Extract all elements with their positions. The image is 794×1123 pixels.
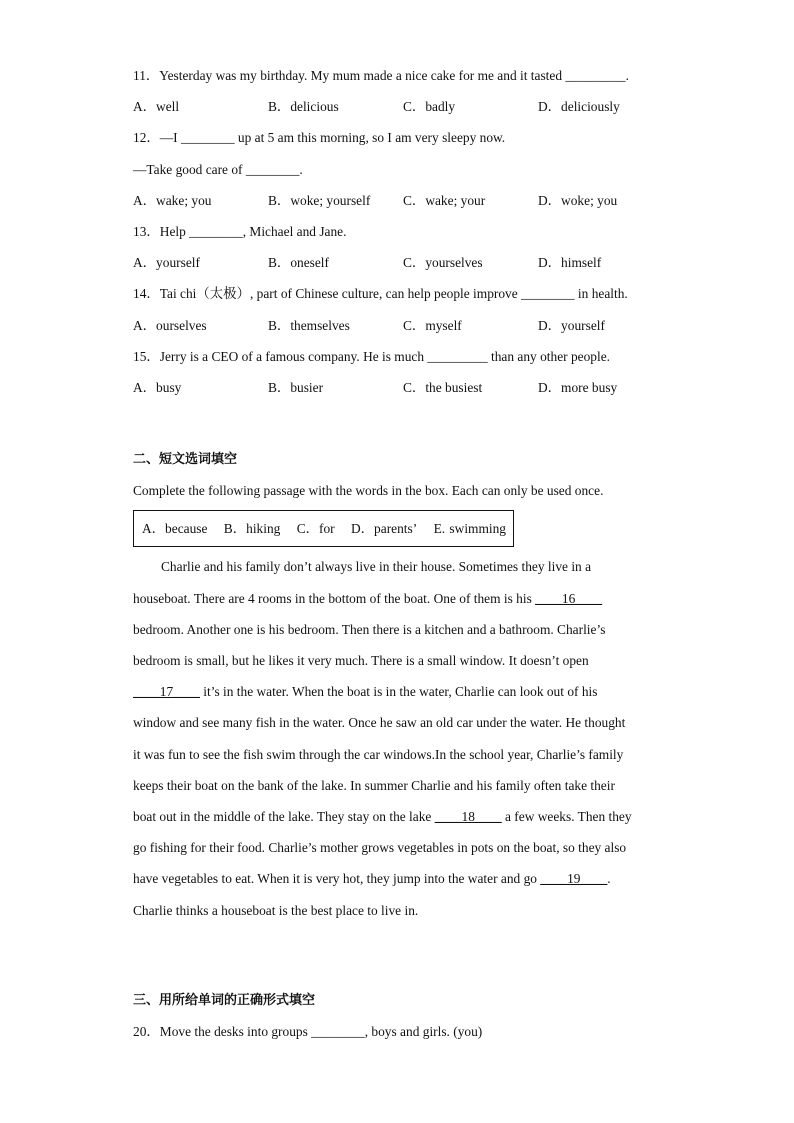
option-c: C．the busiest	[403, 379, 483, 395]
option-d: D．himself	[538, 255, 602, 271]
question-20-stem: 20．Move the desks into groups ________, boys and girls. (you)	[133, 1024, 483, 1040]
option-a: A．yourself	[133, 255, 200, 271]
word-box-item: E. swimming	[433, 521, 506, 537]
passage-text: it’s in the water. When the boat is in the water, Charlie can look out of his	[199, 684, 598, 700]
word-box-item: D．parents’	[351, 521, 418, 537]
document-page	[133, 64, 673, 1051]
section-2-title: 二、短文选词填空	[133, 452, 238, 468]
blank-17: ____17____	[133, 684, 200, 700]
passage-line: bedroom. Another one is his bedroom. Then there is a kitchen and a bathroom. Charlie’s	[133, 621, 606, 637]
question-13-stem: 13．Help ________, Michael and Jane.	[133, 223, 347, 239]
word-box	[133, 510, 514, 547]
passage-line: Charlie thinks a houseboat is the best place to live in.	[133, 902, 419, 918]
option-d: D．yourself	[538, 317, 605, 333]
passage-line: Charlie and his family don’t always live in their house. Sometimes they live in a	[161, 559, 592, 575]
passage-line: bedroom is small, but he likes it very much. There is a small window. It doesn’t open	[133, 653, 589, 669]
passage-line	[133, 863, 661, 894]
option-d: D．more busy	[538, 379, 618, 395]
word-box-item: A．because	[142, 521, 208, 537]
option-d: D．deliciously	[538, 99, 620, 115]
question-11-stem: 11．Yesterday was my birthday. My mum made a nice cake for me and it tasted _________.	[133, 68, 629, 83]
word-box-item: C．for	[296, 521, 335, 537]
section-3-title: 三、用所给单词的正确形式填空	[133, 992, 316, 1008]
passage-line	[133, 801, 661, 832]
spacer	[133, 407, 673, 448]
passage-line: window and see many fish in the water. Once he saw an old car under the water. He thought	[133, 715, 626, 731]
passage-text: boat out in the middle of the lake. They stay on the lake	[133, 809, 435, 825]
question-12-options	[133, 189, 673, 220]
question-14-options	[133, 314, 673, 345]
question-12-stem-reply: —Take good care of ________.	[133, 161, 303, 177]
question-14-stem: 14．Tai chi（太极）, part of Chinese culture, can help people improve ________ in health.	[133, 286, 628, 302]
blank-16: ____16____	[535, 590, 603, 606]
passage-line: it was fun to see the fish swim through the car windows.In the school year, Charlie’s family	[133, 746, 624, 762]
option-b: B．delicious	[268, 99, 339, 115]
option-a: A．ourselves	[133, 317, 207, 333]
question-11-options	[133, 95, 673, 126]
question-15-stem: 15．Jerry is a CEO of a famous company. He is much _________ than any other people.	[133, 348, 610, 364]
passage-line	[133, 583, 661, 614]
spacer	[133, 926, 673, 989]
option-a: A．busy	[133, 379, 182, 395]
section-2-instruction: Complete the following passage with the words in the box. Each can only be used once.	[133, 483, 604, 499]
question-12-stem: 12．—I ________ up at 5 am this morning, so I am very sleepy now.	[133, 130, 506, 146]
option-b: B．woke; yourself	[268, 192, 371, 208]
passage-line: keeps their boat on the bank of the lake. In summer Charlie and his family often take their	[133, 777, 615, 793]
blank-18: ____18____	[434, 809, 502, 825]
word-box-item: B．hiking	[223, 521, 281, 537]
passage-text: houseboat. There are 4 rooms in the bottom of the boat. One of them is his	[133, 590, 536, 606]
option-b: B．busier	[268, 379, 324, 395]
question-13-options	[133, 251, 673, 282]
option-d: D．woke; you	[538, 192, 618, 208]
question-15-options	[133, 376, 673, 407]
option-b: B．oneself	[268, 255, 329, 271]
passage	[133, 551, 661, 925]
passage-text: a few weeks. Then they	[501, 809, 632, 825]
blank-19: ____19____	[540, 871, 608, 887]
option-c: C．myself	[403, 317, 462, 333]
passage-line	[133, 676, 661, 707]
passage-line: go fishing for their food. Charlie’s mother grows vegetables in pots on the boat, so they also	[133, 840, 627, 856]
option-b: B．themselves	[268, 317, 350, 333]
passage-text: have vegetables to eat. When it is very hot, they jump into the water and go	[133, 871, 541, 887]
option-a: A．wake; you	[133, 192, 212, 208]
option-a: A．well	[133, 99, 180, 115]
option-c: C．yourselves	[403, 255, 483, 271]
option-c: C．wake; your	[403, 192, 486, 208]
option-c: C．badly	[403, 99, 456, 115]
passage-text: .	[607, 871, 611, 887]
